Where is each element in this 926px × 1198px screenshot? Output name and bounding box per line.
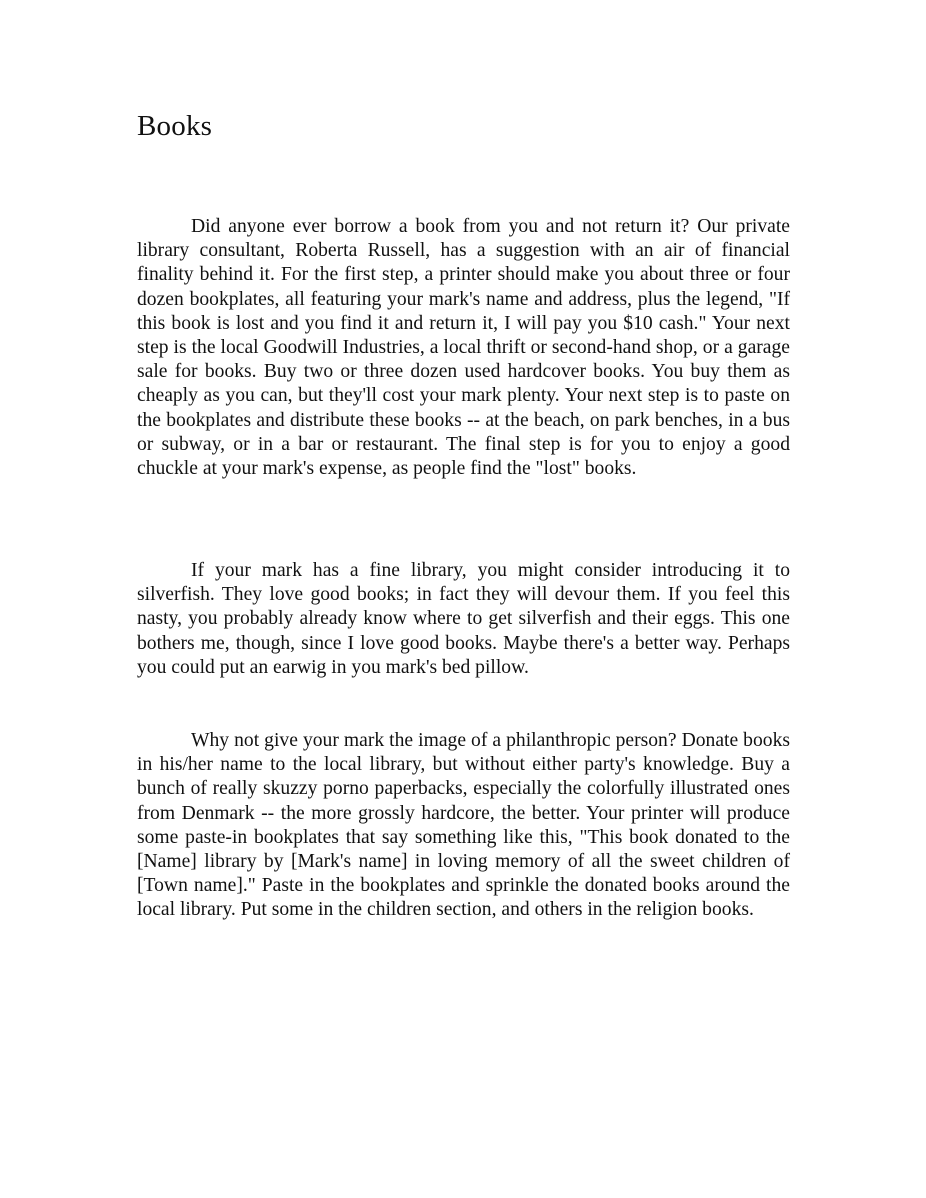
paragraph-borrowed-books: Did anyone ever borrow a book from you and not return it? Our private library consultant, Roberta Russell, has a suggestion with an air of financial finality behind it. For the first step, a printer should make you about three or four dozen bookplates, all featuring your mark's name and address, plus the legend, "If this book is lost and you find it and return it, I will pay you $10 cash." Your next step is the local Goodwill Industries, a local thrift or second-hand shop, or a garage sale for books. Buy two or three dozen used hardcover books. You buy them as cheaply as you can, but they'll cost your mark plenty. Your next step is to paste on the bookplates and distribute these books -- at the beach, on park benches, in a bus or subway, or in a bar or restaurant. The final step is for you to enjoy a good chuckle at your mark's expense, as people find the "lost" books. [137, 216, 790, 480]
page-title: Books [137, 110, 213, 142]
paragraph-donated-books: Why not give your mark the image of a philanthropic person? Donate books in his/her name to the local library, but without either party's knowledge. Buy a bunch of really skuzzy porno paperbacks, especially the colorfully illustrated ones from Denmark -- the more grossly hardcore, the better. Your printer will produce some paste-in bookplates that say something like this, "This book donated to the [Name] library by [Mark's name] in loving memory of all the sweet children of [Town name]." Paste in the bookplates and sprinkle the donated books around the local library. Put some in the children section, and others in the religion books. [137, 730, 790, 921]
paragraph-silverfish: If your mark has a fine library, you might consider introducing it to silverfish. They love good books; in fact they will devour them. If you feel this nasty, you probably already know where to get silverfish and their eggs. This one bothers me, though, since I love good books. Maybe there's a better way. Perhaps you could put an earwig in you mark's bed pillow. [137, 560, 790, 678]
